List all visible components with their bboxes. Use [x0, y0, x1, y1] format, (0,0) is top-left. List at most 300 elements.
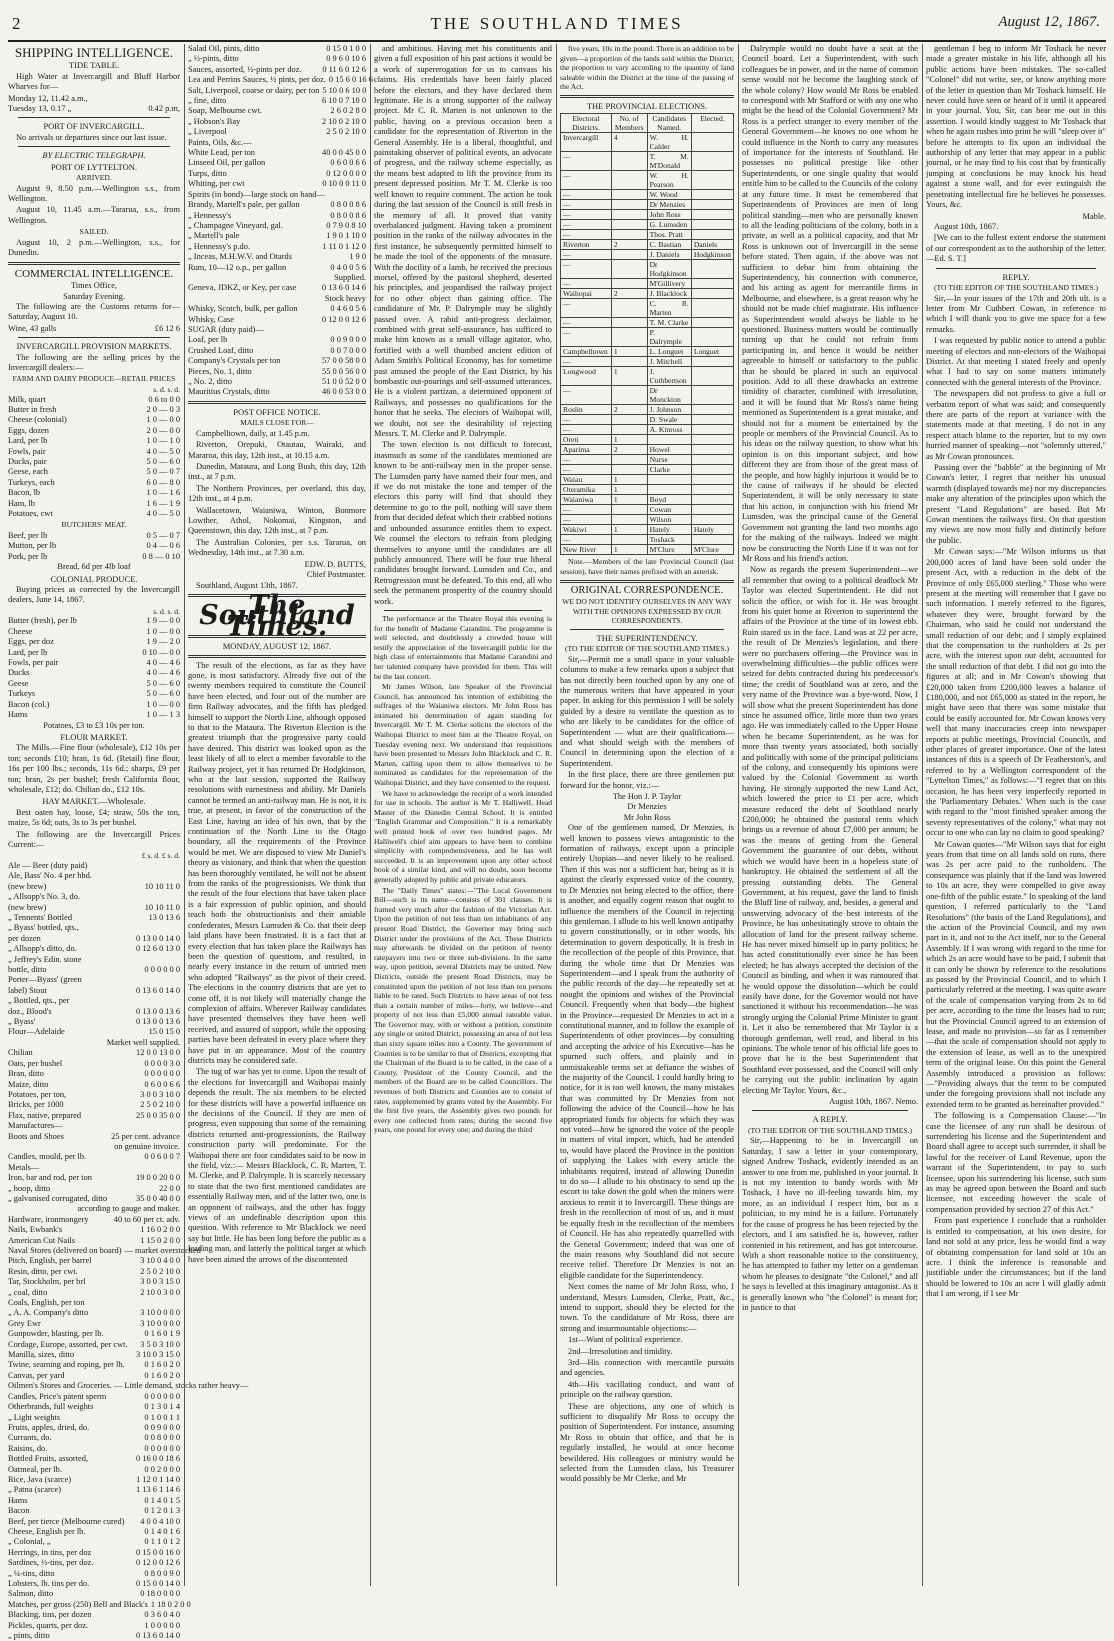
colonial-produce-heading: COLONIAL PRODUCE.	[50, 573, 138, 584]
table-row	[561, 455, 734, 465]
divider	[188, 655, 366, 658]
price-row: Maize, ditto 0 6 0 0 6 6	[8, 1079, 180, 1089]
table-row	[561, 240, 734, 250]
column-units: s. d. s. d.	[153, 606, 180, 616]
paragraph: Wallacetown, Waianiwa, Winton, Bonmore Lowther, Athol, Nokomai, Kingston, and Queenstown, this day, 12th inst., at 7 p.m.	[188, 505, 366, 536]
arrived-heading: ARRIVED.	[76, 173, 112, 183]
price-row: Milk, quart 0 6 to 0 0	[8, 394, 180, 404]
table-row	[561, 535, 734, 545]
table-row	[561, 328, 734, 347]
table-cell	[691, 465, 733, 475]
price-row: Ducks 4 0 — 4 6	[8, 668, 180, 678]
table-cell	[647, 435, 691, 445]
price-row: „ Bottled, qts., per	[8, 996, 70, 1006]
candidate-name: Mr John Ross	[623, 812, 671, 822]
table-cell: 1	[611, 347, 647, 357]
column-5	[742, 44, 918, 1588]
table-row	[561, 435, 734, 445]
paragraph: Riverton, Orepuki, Otautau, Wairaki, and Mararoa, this day, 12th inst., at 10.15 a.m.	[188, 440, 366, 460]
news-item-cont: five years, 10s in the pound. There is an addition to be given—a proportion of the lands sold within the District; the proportion to vary according to the quantity of land saleable within the District at the time of the passing of the Act.	[560, 44, 734, 92]
table-cell: —	[561, 386, 612, 405]
bread-price: Bread, 6d per 4lb loaf	[57, 562, 131, 572]
price-row: Whiting, per cwt 0 10 0 0 11 0	[188, 179, 366, 189]
table-cell: Aparima	[561, 445, 612, 455]
divider	[18, 146, 170, 147]
letter-signature: August 10th, 1867. Nemo.	[829, 1097, 918, 1107]
price-row: „ ½-pints, ditto 0 9 6 0 10 6	[188, 54, 366, 64]
news-items	[374, 614, 552, 1135]
price-row: Nails, Ewbank's 1 16 0 2 0 0	[8, 1225, 180, 1235]
table-cell: Dr Menzies	[647, 200, 691, 210]
paragraph: Mr Cowan quotes—"Mr Wilson says that for eight years from that time on all lands sold on runs, there was 2s per acre paid to the runholders. The consequence was plainly that if the land was lowered to 10s an acre, they were compelled to give away one-fifth of the public estate." In speaking of the land question, I referred particularly to the "Land Resolutions" (the basis of the Land Regulations), and the action of the Provincial Council, and my own part in it, and not to the Act itself, nor to the General Assembly. If I was wrong with regard to the time for which 2s an acre would have to be paid, I submit that it can only be shown by reference to the resolutions as passed by the Provincial Council, and to which I particularly referred at the meeting. I was quite aware of the scale of compensation varying from 2s to 6d per acre, according to the time the leases had to run; but the Provincial Council agreed to an extension of lease, and made no provision—so far as I remember—that the scale of compensation should not apply to the extension of lease, as well as to the unexpired term of the original lease. On this point the General Assembly introduced a provision as follows:—"Providing always that the term to be computed under the foregoing provisions shall not include any extended term to be granted as hereinafter provided."	[926, 839, 1106, 1109]
price-row: Lobsters, lb. tins per do. 0 15 0 0 14 0	[8, 1579, 180, 1588]
table-cell	[611, 250, 647, 260]
price-row: „ Jeffrey's Edin. stone	[8, 954, 82, 964]
table-cell	[691, 405, 733, 415]
table-cell	[691, 318, 733, 328]
table-cell: —	[561, 318, 612, 328]
price-row: Bacon, lb 1 0 — 1 6	[8, 488, 180, 498]
price-row: according to gauge and maker.	[77, 1204, 180, 1214]
paragraph: 1st—Want of political experience.	[568, 1335, 683, 1345]
price-row: „ A. A. Company's ditto 3 10 0 0 0 0	[8, 1308, 180, 1318]
table-cell	[691, 515, 733, 525]
column-rule	[738, 44, 739, 1586]
letter-text-cont	[560, 823, 734, 1485]
price-row: „ Inceas, M.H.W.V. and Otards 1 9 0	[188, 252, 366, 262]
price-row: Geese, each 5 0 — 0 7	[8, 467, 180, 477]
table-row	[561, 485, 734, 495]
table-cell	[611, 535, 647, 545]
price-row: Salad Oil, pints, ditto 0 15 0 1 0 0	[188, 44, 366, 53]
price-row: Mauritius Crystals, ditto 46 0 0 53 0 0	[188, 387, 366, 397]
editorial-text-cont	[374, 44, 552, 607]
price-row: Bran, ditto 0 0 0 0 0 0	[8, 1069, 180, 1079]
reply-date: August 10th, 1867.	[934, 221, 999, 231]
paragraph: The tug of war has yet to come. Upon the result of the elections for Invercargill and Waihopai mainly depends the result. The six members to be elected for these districts will have a powerful influence on the decisions of the Council. If they are men of progress, even supposing that some of the remaining districts returned anti-progressionists, the Railway construction party will predominate. For the Waihopai there are four candidates said to be now in the field, viz.:— Messrs Blacklock, C. R. Marten, T. M. Clerke, and P. Dalrymple. It is scarcely necessary to state that the two first mentioned candidates are essentially Railway men, and of the latter two, one is an opponent of railways, and the other has foggy views of an undefinable description upon this question. With reference to Mr Blacklock we need say but little. He has been long before the public as a leading man, and latterly the political target at which have been aimed the arrows of the discontented	[188, 1067, 366, 1264]
post-date: Southland, August 13th, 1867.	[196, 580, 298, 590]
price-row: Otherbrands, full weights 0 1 3 0 1 4	[8, 1402, 180, 1412]
table-cell: 1	[611, 495, 647, 505]
price-row: Ham, lb 1 6 — 1 9	[8, 498, 180, 508]
table-cell: T. M. M'Donald	[647, 152, 691, 171]
price-row: Naval Stores (delivered on board) — market overstocked	[8, 1246, 201, 1255]
table-cell: Dr Monckton	[647, 386, 691, 405]
price-row: „ Hobson's Bay 2 10 0 2 10 0	[188, 116, 366, 126]
paragraph: One of the gentlemen named, Dr Menzies, is well known to possess views antagonistic to the formation of railways, except upon a principle entirely Utopian—and never likely to be realised. Then if this was not a sufficient bar, being as it is against the clearly expressed voice of the country, to Dr Menzies not being elected to the office, there is another, and equally cogent reason that ought to influence the members of the Council in rejecting this gentleman. I allude to his well known antipathy to govern constitutionally, or in other words, his determination to govern despotically. It is fresh in the recollection of the people of this Province, that during the whole time that Dr Menzies was Superintendent—and I speak from the authority of the public records of the day—he repeatedly set at nought the opinions and wishes of the Provincial Council. Frequently when that body—the highest in the Province—requested Dr Menzies to act in a constitutional manner, and to follow the example of Superintendents of other provinces—by consulting and accepting the advice of his Executive—has he spurned such offers, and plainly and in unmistakeable terms set at defiance the wishes of the majority of the Council. I could hardly bring to notice, for it is too well known, the many mistakes that was committed by Dr Menzies from not following the advice of the Council—how he has appropriated funds for objects for which they was not voted—how he ignored the voice of the people in matters of vital import, which, had he attended to, would have placed the Province in the position of supplying the Lakes with every article the inhabitants required, instead of allowing Dunedin to do so—I allude to his obstinacy to send up the escort to take down the gold when the miners were anxious to remit it to Invercargill. These things are fresh in the recollection of most of us, and it must be equally fresh in the recollection of the members of Council. He has also repeatedly quarrelled with the General Government; indeed that was one of the main reasons why Southland did not secure receive relief. Therefore Dr Menzies is not an eligible candidate for the Superintendency.	[560, 823, 734, 1280]
table-cell: —	[561, 505, 612, 515]
price-row: Fruits, apples, dried, do. 0 0 9 0 0 0	[8, 1422, 180, 1432]
price-row: (new brew) 10 10 11 0	[8, 902, 180, 912]
sailed-heading: SAILED.	[79, 227, 109, 237]
divider	[936, 268, 1096, 269]
column-6	[926, 44, 1106, 1588]
price-row: „ No. 2, ditto 51 0 0 52 0 0	[188, 377, 366, 386]
price-row: Grey Ewr 3 10 0 0 0 0	[8, 1318, 180, 1328]
price-row: Spirits (in bond)—large stock on hand—	[188, 189, 325, 199]
table-cell	[611, 220, 647, 230]
issue-date: August 12, 1867.	[998, 14, 1100, 30]
table-row	[561, 495, 734, 505]
price-row: Loaf, per lb 0 0 9 0 0 0	[188, 335, 366, 345]
table-row	[561, 190, 734, 200]
paragraph: 2nd—Irresolution and timidity.	[568, 1346, 673, 1356]
price-row: Whisky, Case 0 12 0 0 12 6	[188, 314, 366, 324]
table-cell: J. Mitchell	[647, 357, 691, 367]
wholesale-prices	[8, 860, 249, 1641]
table-cell: Hately	[691, 525, 733, 535]
reply-letter	[926, 294, 1106, 1300]
price-row: Herrings, in tins, per doz 0 15 0 0 16 0	[8, 1547, 180, 1557]
price-row: Salt, Liverpool, coarse or dairy, per ton 5 10 0 6 10 0	[188, 85, 367, 95]
paragraph: Sir,—In your issues of the 17th and 20th ult. is a letter from Mr Cuthbert Cowan, in reference to which I will thank you to give me space for a few remarks.	[926, 293, 1106, 334]
price-row: Wine, 43 galls £6 12 6	[8, 323, 180, 333]
table-cell: 1	[611, 367, 647, 386]
table-cell: M'Gillivery	[647, 279, 691, 289]
table-cell	[611, 425, 647, 435]
price-row: Rum, 10—12 o.p., per gallon 0 4 0 0 5 6	[188, 262, 366, 272]
table-row	[561, 545, 734, 555]
table-cell	[611, 386, 647, 405]
column-4	[560, 44, 734, 1588]
postmaster-name: EDW. D. BUTTS,	[304, 559, 366, 569]
price-row: Pickles, quarts, per doz. 1 0 0 0 0 0	[8, 1620, 180, 1630]
paragraph: The Northern Provinces, per overland, this day, 12th inst., at 4 p.m.	[188, 483, 366, 504]
column-rule	[556, 44, 557, 1586]
table-cell: 1	[611, 475, 647, 485]
table-cell	[611, 152, 647, 171]
table-cell: D. Swale	[647, 415, 691, 425]
page-number: 2	[12, 14, 21, 33]
table-cell	[691, 495, 733, 505]
price-row: Brandy, Martell's pale, per gallon 0 8 0 0 8 6	[188, 200, 366, 210]
price-row: Metals—	[8, 1162, 40, 1172]
price-row: Pitch, English, per barrel 3 10 0 4 0 0	[8, 1256, 180, 1266]
price-row: Bricks, per 1000 2 5 0 2 10 0	[8, 1100, 180, 1110]
port-invercargill-heading: PORT OF INVERCARGILL.	[43, 121, 145, 132]
table-cell	[691, 210, 733, 220]
table-row	[561, 425, 734, 435]
table-cell	[691, 455, 733, 465]
table-cell: Riverton	[561, 240, 612, 250]
price-row: Oats, per bushel 0 0 0 0 3 0	[8, 1058, 180, 1068]
reply-heading: REPLY.	[1002, 271, 1030, 282]
table-cell: G. Lumsden	[647, 220, 691, 230]
price-row: Hams 0 1 4 0 1 5	[8, 1495, 180, 1505]
price-row: Iron, bar and rod, per ton 19 0 0 20 0 0	[8, 1173, 180, 1183]
table-cell: J. Johnson	[647, 405, 691, 415]
price-row: „ Hennessy's 0 8 0 0 8 6	[188, 210, 366, 220]
shipping-heading: SHIPPING INTELLIGENCE.	[14, 45, 174, 60]
table-cell	[611, 455, 647, 465]
price-row: Cheese (colonial) 1 0 — 0 0	[8, 415, 180, 425]
paragraph: Dalrymple would no doubt have a seat at the Council board. Let a Superintendent, with such colleagues be in power, and in the name of common sense would not be become the laughing stock of the whole colony? How would Mr Ross be enabled to correspond with Mr Stafford or with any one who might be the head of the Colonial Government? Mr Ross is a perfect stranger to every member of the General Government—he knows no one whom he could influence in the North to carry any measures of importance for the interests of Southland. He possesses no political prestige like other Superintendents, or one single quality that would entitle him to be called to the Councils of the colony at any future time. It must be remembered that Superintendents of Provinces are men of long political standing—men who are personally known to all the leading politicians of the colony, both in a private, as well as a political capacity, and that Mr Ross is unknown out of Invercargill in the sense before stated. Then again, if the above was not sufficient to debar him from obtaining the Superintendency, his connection with commerce, and his acting as agent for mercantile firms in Melbourne, and elsewhere, is a great reason why he should not be made chief magistrate. His influence as Superintendent would always be liable to be questioned. Business matters would be continually turning up that he could not refrain from participating in, and hence it would be neither agreeable to himself or satisfactory to the public that he should be placed in such an equivocal position. Add to all these drawbacks an extreme timidity of character, combined with irresolution, and it will be found that Mr Ross's name being mentioned as Superintendent is a great mistake, and should not for a moment be entertained by the people or members of the Provincial Council. As to his ideas on the railway question, to show what his opinion is on this important subject, and how different they are from those of the great mass of the people, and how highly injurious it would be to the cause of railways if he should be elected Superintendent, it will be only necessary to state that his action, in conjunction with his friend Mr Lumsden, was the principal cause of the General Government not granting the land two months ago for the making of the railways. Indeed we might now be constructing the North Line if it was not for Mr Ross and his friend's action.	[742, 44, 918, 563]
paragraph: The newspapers did not profess to give a full or verbatim report of what was said; and consequently there are parts of the report at variance with the statements made at that meeting. I do not in any respect attach blame to the reporter, but to my own hurried manner of speaking—not "solemnly uttered," as Mr Cowan pronounces.	[926, 389, 1106, 461]
paragraph: gentleman I beg to inform Mr Toshack he never made a greater mistake in his life, although all his public actions have been mistakes. The so-called "Colonel" did not write, see, or know anything more of the letter in question than Mr Toshack himself. He never could have seen or heard of it until it appeared in your journal. You, Sir, can bear me out in this assertion. I would kindly suggest to Mr Toshack that when he again rushes into print he will "sleep over it" before he attempts to fix upon an individual the authorship of any letter that may appear in a public journal, or he may find to his cost that by frantically jumping at conclusions he may knock his head against a stone wall, and for ever extinguish the penetrating intellectual fire he believes he possesses. Yours, &c.	[926, 44, 1106, 210]
price-row: Hardware, ironmongery 40 to 60 per ct. adv.	[8, 1214, 180, 1224]
paragraph: and ambitious. Having met his constituents and given a full exposition of his past actions it would be a work of supererogation for us to canvass his claims. His credentials have been fairly placed before the electors, and they have declared them legitimate. He is a strong supporter of the railway project. Mr C. R. Marten is not unknown to the public, having on a previous occasion been a candidate for the representation of Riverton in the General Assembly. He is a liberal, thoughtful, and painstaking observer of political events, an advocate of progress, and the railway scheme especially, as the means best adapted to lift the province from its present depressed position. Mr T. M. Clerke is too well known to require comment. The action he took during the last session of the Council is still fresh in the memory of all. It proved that vanity overbalanced judgment. Having taken a prominent position in the ranks of the railway advocates in the first instance, he subsequently permitted himself to be made the tool of the opponents of the measure. With the docility of a lamb, he received the precious morsel, offered by the pastoral shepherd, deserted his principles, and jeopardised the railway project for no other object than gaining office. The candidature of Mr. P. Dalrymple may be slightly passed over. A rabid anti-progress declaimor, combined with great self-assurance, has sufficed to make him known as a small village agitator, who, fortified with a well thumbed ancient edition of Adam Smith's Political Economy, has for sometime past amused the people of the East District, by his bombastic out-pourings and self-assumed utterances. He is a violent partizan, a determined opponent of Railways, and possesses no qualifications for the honor that he seeks. The electors of Waihopai will, we doubt, not see the desirability of rejecting Messrs. T. M. Clerke and P. Dalrymple.	[374, 44, 552, 439]
to-editor: (TO THE EDITOR OF THE SOUTHLAND TIMES.)	[747, 1125, 913, 1135]
table-cell: Waiau	[561, 475, 612, 485]
table-cell: —	[561, 152, 612, 171]
price-row: Cordage, Europe, assorted, per cwt. 3 5 0 3 10 0	[8, 1339, 180, 1349]
table-cell: Wakiwi	[561, 525, 612, 535]
customs-text: The following are the Customs returns for— Saturday, August 10.	[8, 301, 180, 322]
butchers-heading: BUTCHERS' MEAT.	[61, 520, 127, 530]
table-cell	[691, 435, 733, 445]
superintendency-heading: THE SUPERINTENDENCY.	[596, 632, 698, 643]
table-cell: —	[561, 455, 612, 465]
table-cell: Wilson	[647, 515, 691, 525]
table-row	[561, 357, 734, 367]
candidate-name: The Hon J. P. Taylor	[612, 792, 682, 802]
price-row: SUGAR (duty paid)—	[188, 324, 264, 334]
table-cell	[611, 318, 647, 328]
price-row: Mutton, per lb 0 4 — 0 6	[8, 541, 180, 551]
table-cell	[691, 279, 733, 289]
table-cell	[611, 260, 647, 279]
price-row: Ale — Beer (duty paid)	[8, 860, 88, 870]
column-3	[374, 44, 552, 1588]
paragraph: The Australian Colonies, per s.s. Tararua, on Wednesday, 14th inst., at 7.30 a.m.	[188, 537, 366, 558]
arrival-1: August 9, 8.50 p.m.—Wellington s.s., from Wellington.	[8, 183, 180, 204]
table-cell: —	[561, 425, 612, 435]
table-cell	[691, 415, 733, 425]
table-cell: —	[561, 279, 612, 289]
table-row	[561, 465, 734, 475]
table-cell: Roslin	[561, 405, 612, 415]
table-cell: 2	[611, 240, 647, 250]
paragraph: Passing over the "babble" at the beginning of Mr Cowan's letter, I regret that neither his unusual warmth (displayed towards me) nor my discrepancies make any alteration of the principles upon which the present "Land Regulations" are based. But Mr Cowan mentions the railways first. On that question my views are now most fully and distinctly before the public.	[926, 463, 1106, 545]
editorial-masthead: The Southland Times.	[199, 589, 355, 642]
post-items	[188, 429, 366, 559]
price-row: „ Allsopp's No. 3, do.	[8, 892, 81, 902]
table-cell	[611, 200, 647, 210]
table-cell: J. Blacklock	[647, 289, 691, 299]
divider	[384, 610, 542, 611]
flour-text: The Mills.—Fine flour (wholesale), £12 10s per ton; seconds £10; bran, 1s 6d. (Retail) fine flour, 16s per 100 lbs.; seconds, 11s 6d.; sharps, £9 per ton; bran, 2s per bushel; fresh California flour, wholesale, £12; do. Chilian do., £12 10s.	[8, 743, 180, 794]
table-cell: Toshack	[647, 535, 691, 545]
table-cell: —	[561, 465, 612, 475]
price-row: Eggs, dozen 2 0 — 0 0	[8, 425, 180, 435]
elections-table	[560, 113, 734, 555]
table-header: No. of Members	[611, 114, 647, 133]
price-row: Sauces, assorted, ½-pints per doz. 0 11 6 0 12 6	[188, 64, 366, 74]
table-cell: Waianiwa	[561, 495, 612, 505]
price-row: Pieces, No. 1, ditto 55 0 0 56 0 0	[188, 366, 366, 376]
price-row: Raisins, do. 0 0 0 0 0 0	[8, 1443, 180, 1453]
price-row: White Lead, per ton 40 0 0 45 0 0	[188, 148, 366, 158]
price-row: Currants, do. 0 0 8 0 0 0	[8, 1433, 180, 1443]
table-cell	[691, 425, 733, 435]
table-row	[561, 210, 734, 220]
table-cell	[691, 505, 733, 515]
table-cell: New River	[561, 545, 612, 555]
provision-text: The following are the selling prices by the Invercargill dealers:—	[8, 352, 180, 372]
table-cell: Hodgkinson	[691, 250, 733, 260]
price-row: Lea and Perrins Sauces, ½ pints, per doz. 0 15 6 0 16 6	[188, 75, 373, 85]
table-cell: Boyd	[647, 495, 691, 505]
table-cell: Cowan	[647, 505, 691, 515]
table-cell: 2	[611, 289, 647, 299]
mails-close-heading: MAILS CLOSE FOR—	[240, 418, 314, 428]
table-row	[561, 367, 734, 386]
paragraph: The town election is not difficult to forecast, inasmuch as some of the candidates mentioned are known to be anti-railway men in the proper sense. The Lumsden party have named their four men, and if we do not mistake the tone and temper of the electors this party will find that should they determine to go to the poll, nothing will save them from that decided defeat which their crabbed notions and unbounded assurance entitles them to expect. We counsel the electors to refrain from pledging themselves to anyone until the candidates are all publicly announced. There will be four true liberal candidates brought forward. Lumsden and Co., and Retrogression must be defeated. To this end, all who seek the permanent prosperity of the country should work.	[374, 440, 552, 606]
paragraph: Now as regards the present Superintendent—we all remember that owing to a political deadlock Mr Taylor was elected Superintendent. He did not solicit the office, or wish for it. He was brought from his quiet home at Riverton to superintend the affairs of the Province at the time of its lowest ebb. Ruin stared us in the face. Land was at 22 per acre, the result of Dr Menzies's legislation, and there were no purchasers offering—the Province was in overwhelming difficulties—the public offices were seized for debts contracted during his predecessor's time; the credit of Southland was at zero, and the very name of the Province was a bye-word. Now, I will show what the present Superintendent has done since he assumed office, little more than two years ago. He was immediately called to the Upper House when he became Superintendent, as he was for more than twenty years associated, both socially and politically with some of the principal politicians of the colony, and consequently his opinions were valued by the Colonial Government as worth having. He strongly supported the new Land Act, which lowered the price to £1 per acre, which measure reduced the debt of Southland nearly £200,000; he obtained the pastoral rents which brings us a revenue of about £7,000 per annum; he was the means of getting from the General Government the guarantee of our debts, without which we would have been in a hopeless state of bankruptcy. He obtained the settlement of all the pressing outstanding debts. The General Government, at his request, gave the land to finish the Bluff line of railway, and, besides, a general and unswerving advocacy of the best interests of the Province, he has unhesitatingly strove to obtain the allocation of land for the present railway scheme. He has never mixed himself up in party politics; he has acted constitutionally ever since he has been elected; he has always accepted the decision of the Council as binding, and when it was rumoured that he would oppose the dissolution—which he could easily have done, for the Governor would not have sanctioned it without his recommendation—he was strongly urging the Colonial Prime Minister to grant it. Let it also be remembered that Mr Taylor is a thorough gentleman, well read, and liberal in his opinions. The whole tenor of his official life goes to prove that he is the best Superintendent that Southland ever possessed, and the Council will only be carrying out the public inclination by again electing Mr Taylor. Yours, &c.,	[742, 565, 918, 1095]
price-row: Bacon 0 1 2 0 1 3	[8, 1506, 180, 1516]
price-row: „ Liverpool 2 5 0 2 10 0	[188, 127, 366, 137]
price-row: „ Hennessy's p.do. 1 11 0 1 12 0	[188, 241, 366, 251]
price-row: Coals, English, per ton	[8, 1298, 85, 1308]
table-cell	[611, 299, 647, 318]
table-cell: Waihopai	[561, 289, 612, 299]
column-rule	[922, 44, 923, 1586]
table-cell: 1	[611, 485, 647, 495]
reply-text-cont	[926, 44, 1106, 211]
price-row: Beef, per tierce (Melbourne cured) 4 0 0 4 10 0	[8, 1516, 180, 1526]
table-cell: Campbelltown	[561, 347, 612, 357]
table-cell: M'Clure	[647, 545, 691, 555]
divider	[570, 629, 724, 630]
to-editor: (TO THE EDITOR OF THE SOUTHLAND TIMES.)	[564, 644, 730, 654]
price-row: Bottled Fruits, assorted, 0 16 0 0 18 6	[8, 1454, 180, 1464]
table-row	[561, 475, 734, 485]
table-cell: Thos. Pratt	[647, 230, 691, 240]
table-cell: Longuet	[691, 347, 733, 357]
table-header: Candidates Named.	[647, 114, 691, 133]
paragraph: 3rd—His connection with mercantile pursuits and agencies.	[560, 1357, 734, 1378]
elections-note: Note.—Members of the late Provincial Council (last session), have their names prefixed with an asterisk.	[560, 557, 734, 576]
times-office: Times Office,	[70, 281, 118, 291]
price-row: (new brew) 10 10 11 0	[8, 881, 180, 891]
commercial-heading: COMMERCIAL INTELLIGENCE.	[14, 267, 174, 280]
price-row: Rice, Java (scarce) 1 12 0 1 14 0	[8, 1474, 180, 1484]
table-cell: —	[561, 260, 612, 279]
table-cell: Longwood	[561, 367, 612, 386]
price-row: Turkeys 5 0 — 6 0	[8, 689, 180, 699]
table-row	[561, 220, 734, 230]
table-cell: 2	[611, 405, 647, 415]
price-row: Potatoes, cwt 4 0 — 5 0	[8, 509, 180, 518]
price-row: „ Patna (scarce) 1 13 6 1 14 6	[8, 1485, 180, 1495]
table-cell: Oteramika	[561, 485, 612, 495]
paragraph: Campbelltown, daily, at 1.45 p.m.	[196, 428, 310, 438]
reply-signature: Mable.	[1082, 211, 1106, 221]
price-row: per dozen 0 13 0 0 14 0	[8, 933, 180, 943]
correspondence-heading: ORIGINAL CORRESPONDENCE.	[570, 584, 724, 596]
paragraph: I was requested by public notice to attend a public meeting of electors and non-electors of the Waihopai District. At that meeting I stated freely and openly what I had to say on some matters intimately connected with the general interests of the Province.	[926, 336, 1106, 387]
price-row: „ Byass' 0 13 0 0 13 6	[8, 1017, 180, 1027]
price-row: Salmon, ditto 0 18 0 0 0 0	[8, 1589, 180, 1599]
price-row: Potatoes, per ton, 3 0 0 3 10 0	[8, 1089, 180, 1099]
table-cell: C. Bastian	[647, 240, 691, 250]
table-row	[561, 525, 734, 535]
table-header: Elected.	[691, 114, 733, 133]
table-cell: J. Cuthbertson	[647, 367, 691, 386]
divider	[8, 262, 180, 265]
table-cell: 2	[611, 445, 647, 455]
divider	[560, 580, 734, 583]
table-cell: W. H. Pearson	[647, 171, 691, 190]
divider	[752, 1110, 908, 1111]
table-cell: —	[561, 200, 612, 210]
header-rule	[8, 40, 1106, 42]
divider	[18, 117, 170, 118]
table-cell	[691, 220, 733, 230]
table-cell: —	[561, 357, 612, 367]
price-row: Oilmen's Stores and Groceries. — Little demand, stocks rather heavy—	[8, 1381, 249, 1391]
price-row: Lard, per lb 0 10 — 0 0	[8, 647, 180, 657]
table-cell: 1	[611, 525, 647, 535]
paragraph: The following is a Compensation Clause:—"In case the licensee of any run shall be desirous of surrendering his license and the Superintendent and Board shall agree to accept such surrender, it shall be lawful for the receiver of Land Revenue, upon the warrant of the Superintendent, to pay to such licensee, upon his surrendering his license, such sum as may be agreed upon between the Board and such licensee, not exceeding however the scale of compensation provided by section 27 of this Act."	[926, 1111, 1106, 1214]
price-row: Fowls, pair 4 0 — 5 0	[8, 446, 180, 456]
price-row: Manufactures—	[8, 1121, 63, 1131]
table-row	[561, 347, 734, 357]
table-cell	[611, 230, 647, 240]
postmaster-title: Chief Postmaster.	[306, 570, 366, 580]
paragraph: In the first place, there are three gentlemen put forward for the honor, viz.:—	[560, 770, 734, 790]
paragraph: From past experience I conclude that a runholder is entitled to compensation, at his own desire, for land not sold at any price, less he would find a way of obtaining compensation for land sold at 10s an acre. I think the inference is reasonable and justifiable under the circumstances; but if the land should be lowered to 10s an acre I will gladly admit that I am wrong, if I see Mr	[926, 1216, 1106, 1299]
price-row: „ hoop, ditto 22 0 0	[8, 1183, 180, 1193]
table-cell	[611, 515, 647, 525]
table-cell	[611, 171, 647, 190]
price-row: „ Byass' bottled, qts.,	[8, 923, 79, 933]
table-cell	[647, 485, 691, 495]
table-cell: Oreti	[561, 435, 612, 445]
price-row: Fowls, per pair 4 0 — 4 6	[8, 658, 180, 668]
price-row: Paints, Oils, &c.—	[188, 137, 252, 147]
colonial-produce-text: Buying prices as corrected by the Invercargill dealers, June 14, 1867.	[8, 585, 180, 605]
table-cell	[691, 260, 733, 279]
table-cell	[611, 415, 647, 425]
table-cell: L. Longuet	[647, 347, 691, 357]
paragraph: Next comes the name of Mr John Ross, who, I understand, Messrs Lumsden, Clerke, Pratt, &c., intend to support, should they be elected for the town. To the candidature of Mr Ross, there are strong and insurmountable objections:—	[560, 1282, 734, 1333]
price-row: Matches, per gross (250) Bell and Black's 1 18 0 2 0 0	[8, 1599, 191, 1609]
table-cell	[691, 152, 733, 171]
price-row: Ale, Bass' No. 4 per hhd.	[8, 871, 92, 881]
table-cell	[691, 230, 733, 240]
editorial-text	[188, 661, 366, 1266]
port-invercargill-text: No arrivals or departures since our last issue.	[16, 132, 167, 142]
price-row: „ ¼-tins, ditto 0 8 0 0 9 0	[8, 1568, 180, 1578]
price-row: Stock heavy	[324, 293, 366, 303]
column-2	[188, 44, 373, 1588]
table-row	[561, 230, 734, 240]
table-cell: —	[561, 535, 612, 545]
price-row: Candles, Price's patent sperm 0 0 0 0 0 0	[8, 1391, 180, 1401]
table-row	[561, 405, 734, 415]
table-row	[561, 289, 734, 299]
candidate-name: Dr Menzies	[627, 802, 667, 812]
editor-note: [We can to the fullest extent endorse the statement of our correspondent as to the authorship of the letter.—Ed. S. T.]	[926, 233, 1106, 264]
table-cell: John Ross	[647, 210, 691, 220]
tide-table	[8, 94, 180, 115]
table-cell	[611, 210, 647, 220]
table-cell: Daniels	[691, 240, 733, 250]
hay-heading: HAY MARKET.—Wholesale.	[42, 796, 146, 807]
table-cell	[691, 367, 733, 386]
paragraph: Dunedin, Mataura, and Long Bush, this day, 12th inst., at 7 p.m.	[188, 462, 366, 482]
price-row: bottle, ditto 0 0 0 0 0 0	[8, 965, 180, 975]
table-cell: Nurse	[647, 455, 691, 465]
arrival-2: August 10, 11.45 a.m.—Tararua, s.s., from Wellington.	[8, 205, 180, 225]
table-cell: —	[561, 210, 612, 220]
table-cell	[691, 357, 733, 367]
table-row	[561, 515, 734, 525]
price-row: Canvas, per yard 0 1 6 0 2 0	[8, 1370, 180, 1380]
price-row: Flax, native, prepared 25 0 0 35 0 0	[8, 1110, 180, 1120]
correspondence-disclaimer: WE DO NOT IDENTIFY OURSELVES IN ANY WAY WITH THE OPINIONS EXPRESSED BY OUR CORRESPONDENTS.	[562, 596, 732, 626]
